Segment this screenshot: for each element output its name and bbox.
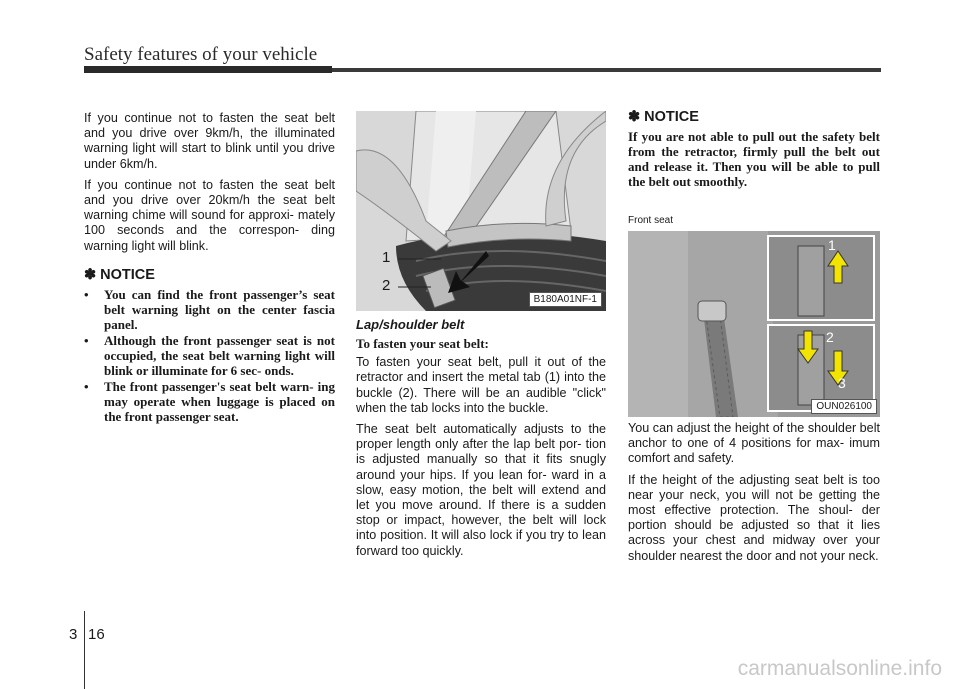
column-right [628,106,880,195]
chapter-number: 3 [69,626,78,643]
figure-code: B180A01NF-1 [529,292,602,307]
bullet-icon: • [84,287,89,303]
notice-title: NOTICE [644,109,699,125]
belt-buckle-illustration [356,111,606,311]
callout-label: 2 [382,277,391,294]
callout-label: 3 [838,375,846,391]
section-subheading: Lap/shoulder belt [356,317,465,332]
notice-star-icon: ✽ [628,109,641,125]
callout-label: 1 [828,237,836,253]
column-middle [356,317,606,565]
paragraph: To fasten your seat belt, pull it out of the retractor and insert the metal tab (1) into the buckle (2). There will be an audible "click" when the tab locks into the buckle. [356,355,606,415]
header-rule-accent [84,66,332,73]
notice-heading [84,268,335,283]
paragraph: If the height of the adjusting seat belt is too near your neck, you will not be getting the most effective protection. The shoul- der portion should be adjusted so that it lies across your chest and midway over your shoulder nearest the door and not your neck. [628,472,880,563]
notice-list [84,287,335,424]
footer-divider [84,611,85,689]
shoulder-anchor-illustration [628,231,880,417]
notice-text: If you are not able to pull out the safety belt from the retractor, firmly pull the belt out and release it. Then you will be able to pull the belt out smoothly. [628,129,880,190]
paragraph: If you continue not to fasten the seat belt and you drive over 20km/h the seat belt warning chime will sound for approxi- mately 100 seconds and the correspon- ding warning light will blink. [84,177,335,253]
callout-label: 1 [382,249,391,266]
notice-heading [628,110,880,125]
fasten-label: To fasten your seat belt: [356,336,489,352]
paragraph: If you continue not to fasten the seat belt and you drive over 9km/h, the illuminated warning light will start to blink until you drive under 6km/h. [84,111,335,171]
figure-label: Front seat [628,215,674,226]
callout-label: 2 [826,329,834,345]
watermark-text: carmanualsonline.info [737,657,942,680]
column-left [84,111,335,425]
paragraph: The seat belt automatically adjusts to the proper length only after the lap belt por- tion is adjusted manually so that it fits snugly around your hips. If you lean for- ward in a slow, easy motion, the belt will extend and let you move around. If there is a sudden stop or impact, however, the belt will lock into position. It will also lock if you try to lean forward too quickly. [356,422,606,558]
column-right-body [628,421,880,570]
notice-star-icon: ✽ [84,266,97,283]
list-item: • Although the front passenger seat is not occupied, the seat belt warning light will blink or illuminate for 6 sec- onds. [84,333,335,379]
list-item: • You can find the front passenger’s seat belt warning light on the center fascia panel. [84,287,335,333]
page-number: 16 [88,626,105,643]
bullet-icon: • [84,379,89,395]
seat-belt-fastening-illustration [356,111,606,311]
bullet-icon: • [84,333,89,349]
notice-title: NOTICE [100,266,155,283]
page-header-title: Safety features of your vehicle [84,44,318,65]
paragraph: You can adjust the height of the shoulder belt anchor to one of 4 positions for max- imum comfort and safety. [628,421,880,466]
list-item: • The front passenger's seat belt warn- ing may operate when luggage is placed on the front passenger seat. [84,379,335,425]
figure-code: OUN026100 [811,399,877,414]
